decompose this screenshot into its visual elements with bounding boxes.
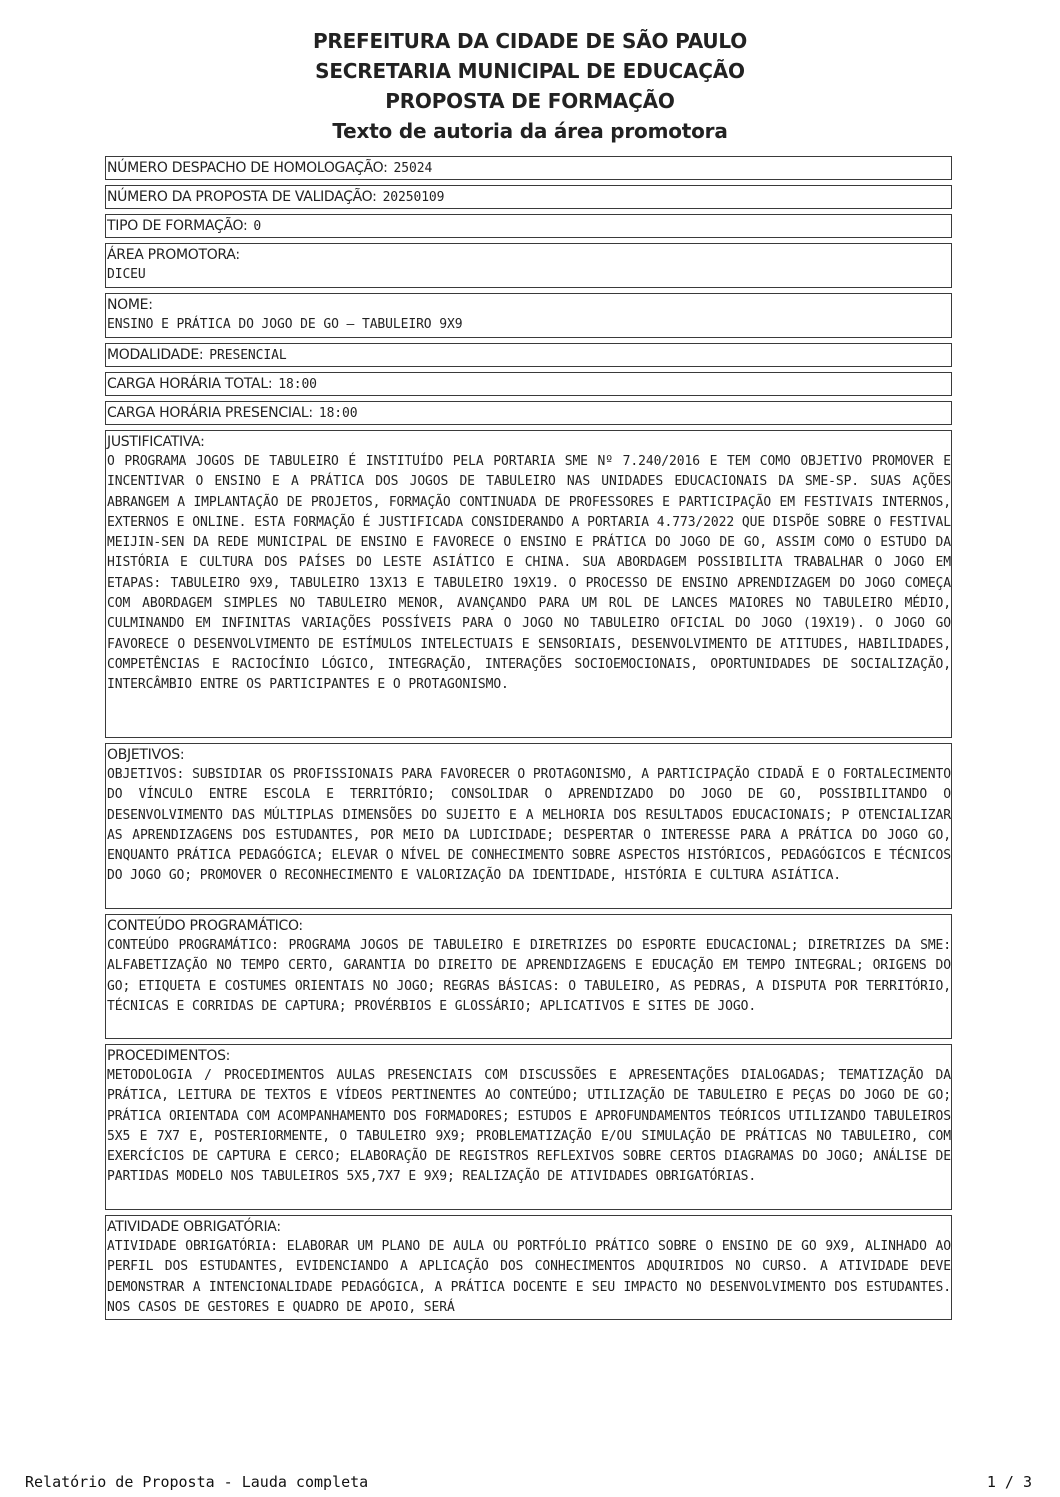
field-label: NÚMERO DA PROPOSTA DE VALIDAÇÃO: — [107, 189, 377, 205]
field-atividade-obrigatoria — [105, 1215, 952, 1320]
field-value: ATIVIDADE OBRIGATÓRIA: ELABORAR UM PLANO DE AULA OU PORTFÓLIO PRÁTICO SOBRE O ENSINO DE GO 9X9, ALINHADO AO PERFIL DOS ESTUDANTES, EVIDENCIANDO A APLICAÇÃO DOS CONHECIMENTOS ADQUIRIDOS NO CURSO. A ATIVIDADE DEVE DEMONSTRAR A INTENCIONALIDADE PEDAGÓGICA, A PRÁTICA DOCENTE E SEU IMPACTO NO DESENVOLVIMENTO DOS ESTUDANTES. NOS CASOS DE GESTORES E QUADRO DE APOIO, SERÁ — [107, 1239, 951, 1315]
fields-list — [105, 156, 952, 1325]
field-despacho — [105, 156, 952, 180]
field-proposta — [105, 185, 952, 209]
field-carga-presencial — [105, 401, 952, 425]
field-label: TIPO DE FORMAÇÃO: — [107, 218, 248, 234]
field-value: 18:00 — [318, 406, 358, 421]
field-tipo — [105, 214, 952, 238]
footer-title: Relatório de Proposta - Lauda completa — [25, 1473, 369, 1491]
header-secretaria: SECRETARIA MUNICIPAL DE EDUCAÇÃO — [315, 59, 745, 83]
field-value: PRESENCIAL — [209, 348, 287, 363]
field-value: 0 — [253, 219, 262, 234]
field-justificativa — [105, 430, 952, 738]
field-procedimentos — [105, 1044, 952, 1210]
field-value: 18:00 — [278, 377, 317, 392]
field-label: OBJETIVOS: — [107, 747, 185, 763]
field-label: JUSTIFICATIVA: — [107, 434, 205, 450]
field-value: 20250109 — [382, 190, 445, 205]
header-city: PREFEITURA DA CIDADE DE SÃO PAULO — [312, 29, 748, 53]
field-conteudo-programatico — [105, 914, 952, 1039]
header-proposta: PROPOSTA DE FORMAÇÃO — [385, 89, 675, 113]
field-label: ATIVIDADE OBRIGATÓRIA: — [107, 1219, 281, 1235]
header-subtitle: Texto de autoria da área promotora — [332, 119, 728, 143]
field-value: ENSINO E PRÁTICA DO JOGO DE GO – TABULEIRO 9X9 — [107, 317, 463, 332]
field-label: MODALIDADE: — [107, 347, 204, 363]
field-label: NÚMERO DESPACHO DE HOMOLOGAÇÃO: — [107, 160, 388, 176]
field-objetivos — [105, 743, 952, 909]
page-footer — [25, 1473, 1032, 1491]
page-number: 1 / 3 — [986, 1473, 1032, 1491]
field-value: CONTEÚDO PROGRAMÁTICO: PROGRAMA JOGOS DE TABULEIRO E DIRETRIZES DO ESPORTE EDUCACIONAL; DIRETRIZES DA SME: ALFABETIZAÇÃO NO TEMPO CERTO, GARANTIA DO DIREITO DE APRENDIZAGENS E EDUCAÇÃO EM TEMPO INTEGRAL; ORIGENS DO GO; ETIQUETA E COSTUMES ORIENTAIS NO JOGO; REGRAS BÁSICAS: O TABULEIRO, AS PEDRAS, A DISPUTA POR TERRITÓRIO, TÉCNICAS E CORRIDAS DE CAPTURA; PROVÉRBIOS E GLOSSÁRIO; APLICATIVOS E SITES DE JOGO. — [107, 938, 951, 1014]
field-label: CARGA HORÁRIA TOTAL: — [107, 376, 273, 392]
field-nome — [105, 293, 952, 338]
field-label: CARGA HORÁRIA PRESENCIAL: — [107, 405, 313, 421]
field-area-promotora — [105, 243, 952, 288]
field-label: PROCEDIMENTOS: — [107, 1048, 231, 1064]
field-value: METODOLOGIA / PROCEDIMENTOS AULAS PRESENCIAIS COM DISCUSSÕES E APRESENTAÇÕES DIALOGADAS; TEMATIZAÇÃO DA PRÁTICA, LEITURA DE TEXTOS E VÍDEOS PERTINENTES AO CONTEÚDO; UTILIZAÇÃO DE TABULEIRO E PEÇAS DO JOGO DE GO; PRÁTICA ORIENTADA COM ACOMPANHAMENTO DOS FORMADORES; ESTUDOS E APROFUNDAMENTOS TEÓRICOS UTILIZANDO TABULEIROS 5X5 E 7X7 E, POSTERIORMENTE, O TABULEIRO 9X9; PROBLEMATIZAÇÃO E/OU SIMULAÇÃO DE PRÁTICAS NO TABULEIRO, COM EXERCÍCIOS DE CAPTURA E CERCO; ELABORAÇÃO DE REGISTROS REFLEXIVOS SOBRE CERTOS DIAGRAMAS DO JOGO; ANÁLISE DE PARTIDAS MODELO NOS TABULEIROS 5X5,7X7 E 9X9; REALIZAÇÃO DE ATIVIDADES OBRIGATÓRIAS. — [107, 1068, 951, 1185]
field-value: OBJETIVOS: SUBSIDIAR OS PROFISSIONAIS PARA FAVORECER O PROTAGONISMO, A PARTICIPAÇÃO CIDADÃ E O FORTALECIMENTO DO VÍNCULO ENTRE ESCOLA E TERRITÓRIO; CONSOLIDAR O APRENDIZADO DO JOGO DE GO, POSSIBILITANDO O DESENVOLVIMENTO DAS MÚLTIPLAS DIMENSÕES DO SUJEITO E A MELHORIA DOS RESULTADOS EDUCACIONAIS; P OTENCIALIZAR AS APRENDIZAGENS DOS ESTUDANTES, POR MEIO DA LUDICIDADE; DESPERTAR O INTERESSE PARA A PRÁTICA DO JOGO GO, ENQUANTO PRÁTICA PEDAGÓGICA; ELEVAR O NÍVEL DE CONHECIMENTO SOBRE ASPECTOS HISTÓRICOS, PEDAGÓGICOS E TÉCNICOS DO JOGO GO; PROMOVER O RECONHECIMENTO E VALORIZAÇÃO DA IDENTIDADE, HISTÓRIA E CULTURA ASIÁTICA. — [107, 767, 951, 884]
document-header — [0, 26, 1060, 146]
field-modalidade — [105, 343, 952, 367]
field-value: O PROGRAMA JOGOS DE TABULEIRO É INSTITUÍDO PELA PORTARIA SME Nº 7.240/2016 E TEM COMO OBJETIVO PROMOVER E INCENTIVAR O ENSINO E A PRÁTICA DOS JOGOS DE TABULEIRO NAS UNIDADES EDUCACIONAIS DA SME-SP. SUAS AÇÕES ABRANGEM A IMPLANTAÇÃO DE PROJETOS, FORMAÇÃO CONTINUADA DE PROFESSORES E PARTICIPAÇÃO EM FESTIVAIS INTERNOS, EXTERNOS E ONLINE. ESTA FORMAÇÃO É JUSTIFICADA CONSIDERANDO A PORTARIA 4.773/2022 QUE DISPÕE SOBRE O FESTIVAL MEIJIN-SEN DA REDE MUNICIPAL DE ENSINO E FAVORECE O ENSINO E PRÁTICA DO JOGO DE GO, ASSIM COMO O ESTUDO DA HISTÓRIA E CULTURA DOS PAÍSES DO LESTE ASIÁTICO E CHINA. SUA ABORDAGEM POSSIBILITA TRABALHAR O JOGO EM ETAPAS: TABULEIRO 9X9, TABULEIRO 13X13 E TABULEIRO 19X19. O PROCESSO DE ENSINO APRENDIZAGEM DO JOGO COMEÇA COM ABORDAGEM SIMPLES NO TABULEIRO MENOR, AVANÇANDO PARA UM ROL DE LANCES MAIORES NO TABULEIRO MÉDIO, CULMINANDO EM INFINITAS VARIAÇÕES POSSÍVEIS PARA O JOGO NO TABULEIRO OFICIAL DO JOGO (19X19). O JOGO GO FAVORECE O DESENVOLVIMENTO DE ESTÍMULOS INTELECTUAIS E SENSORIAIS, DESENVOLVIMENTO DE ATITUDES, HABILIDADES, COMPETÊNCIAS E RACIOCÍNIO LÓGICO, INTEGRAÇÃO, INTERAÇÕES SOCIOEMOCIONAIS, OPORTUNIDADES DE SOCIALIZAÇÃO, INTERCÂMBIO ENTRE OS PARTICIPANTES E O PROTAGONISMO. — [107, 454, 951, 693]
field-label: ÁREA PROMOTORA: — [107, 247, 240, 263]
field-value: DICEU — [107, 267, 146, 282]
field-label: CONTEÚDO PROGRAMÁTICO: — [107, 918, 303, 934]
field-carga-total — [105, 372, 952, 396]
field-label: NOME: — [107, 297, 153, 313]
field-value: 25024 — [393, 161, 433, 176]
